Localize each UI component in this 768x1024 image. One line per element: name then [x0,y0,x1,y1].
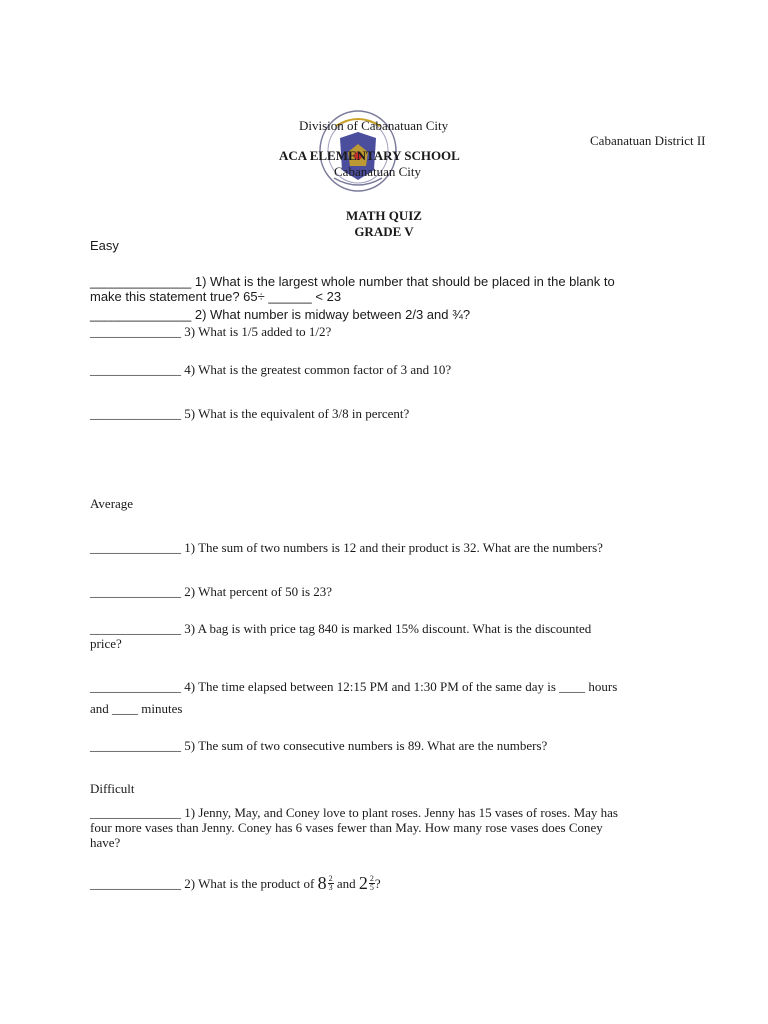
section-heading-easy: Easy [90,238,119,253]
easy-question-5 [90,406,680,421]
easy-question-3 [90,324,680,339]
easy-question-1 [90,274,680,304]
fraction-denominator: 5 [369,882,374,892]
question-text: 3) What is 1/5 added to 1/2? [181,324,332,339]
question-text: 1) The sum of two numbers is 12 and their product is 32. What are the numbers? [181,540,603,555]
mixed-fraction-2 [359,874,375,892]
question-text-cont: four more vases than Jenny. Coney has 6 vases fewer than May. How many rose vases does Coney [90,820,603,835]
question-text: 2) What percent of 50 is 23? [181,584,333,599]
question-text-cont: and ____ minutes [90,701,183,716]
question-text: 1) Jenny, May, and Coney love to plant roses. Jenny has 15 vases of roses. May has [181,805,618,820]
answer-blank: ______________ [90,540,181,555]
average-question-5 [90,738,680,753]
question-text-cont: have? [90,835,121,850]
section-heading-difficult: Difficult [90,781,135,796]
question-text: 4) What is the greatest common factor of 3 and 10? [181,362,452,377]
question-text-cont: price? [90,636,122,651]
division-text: Division of Cabanatuan City [299,118,449,133]
answer-blank: ______________ [90,584,181,599]
school-name: ACA ELEMENTARY SCHOOL [279,148,460,163]
district-text: Cabanatuan District II [590,133,706,148]
question-text: 5) What is the equivalent of 3/8 in percent? [181,406,410,421]
answer-blank: ______________ [90,274,192,289]
answer-blank: ______________ [90,875,181,891]
average-question-1 [90,540,680,555]
grade-title: GRADE V [354,224,414,239]
answer-blank: ______________ [90,307,192,322]
fraction-numerator: 2 [328,873,333,883]
mixed-fraction-1 [318,874,334,892]
fraction-whole: 8 [317,873,327,893]
fraction-numerator: 2 [369,873,374,883]
question-text-end: ? [374,875,381,891]
city-text: Cabanatuan City [334,164,422,179]
answer-blank: ______________ [90,324,181,339]
answer-blank: ______________ [90,805,181,820]
average-question-2 [90,584,680,599]
question-text: 5) The sum of two consecutive numbers is 89. What are the numbers? [181,738,548,753]
quiz-title: MATH QUIZ [346,208,422,223]
answer-blank: ______________ [90,362,181,377]
question-text-cont: make this statement true? 65÷ ______ < 23 [90,289,342,304]
question-text: 2) What number is midway between 2/3 and ¾? [191,307,471,322]
fraction-denominator: 3 [328,882,333,892]
fraction-whole: 2 [358,873,368,893]
question-text: 4) The time elapsed between 12:15 PM and 1:30 PM of the same day is ____ hours [181,679,618,694]
answer-blank: ______________ [90,406,181,421]
average-question-4 [90,679,680,716]
answer-blank: ______________ [90,679,181,694]
question-text: 3) A bag is with price tag 840 is marked 15% discount. What is the discounted [181,621,592,636]
average-question-3 [90,621,680,651]
difficult-question-2 [90,874,680,892]
easy-question-2 [90,307,680,322]
section-heading-average: Average [90,496,134,511]
answer-blank: ______________ [90,738,181,753]
difficult-question-1 [90,805,680,850]
easy-question-4 [90,362,680,377]
answer-blank: ______________ [90,621,181,636]
question-text: 2) What is the product of [181,875,318,891]
question-text-and: and [333,875,359,891]
question-text: 1) What is the largest whole number that should be placed in the blank to [191,274,615,289]
